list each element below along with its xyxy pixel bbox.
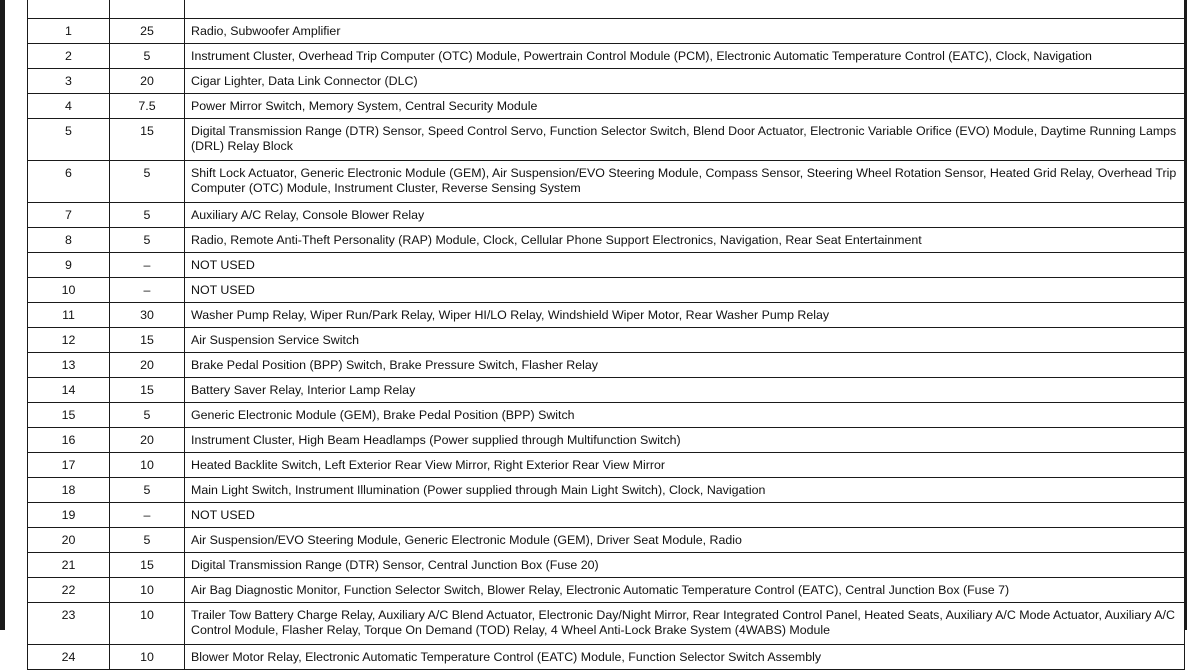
fuse-table-container [27, 0, 1184, 670]
table-row [28, 228, 1185, 253]
table-row [28, 44, 1185, 69]
table-row [28, 19, 1185, 44]
fuse-number [28, 0, 110, 19]
fuse-number: 18 [28, 478, 110, 503]
circuits-protected: Battery Saver Relay, Interior Lamp Relay [185, 378, 1185, 403]
amp-rating: 10 [110, 645, 185, 670]
amp-rating: 5 [110, 203, 185, 228]
fuse-number: 9 [28, 253, 110, 278]
table-row [28, 303, 1185, 328]
table-row [28, 278, 1185, 303]
fuse-number: 15 [28, 403, 110, 428]
circuits-protected: Heated Backlite Switch, Left Exterior Rear View Mirror, Right Exterior Rear View Mirror [185, 453, 1185, 478]
amp-rating: 10 [110, 453, 185, 478]
circuits-protected: Generic Electronic Module (GEM), Brake Pedal Position (BPP) Switch [185, 403, 1185, 428]
circuits-protected: Brake Pedal Position (BPP) Switch, Brake Pressure Switch, Flasher Relay [185, 353, 1185, 378]
amp-rating: 15 [110, 119, 185, 161]
fuse-number: 23 [28, 603, 110, 645]
table-row [28, 353, 1185, 378]
amp-rating: 5 [110, 403, 185, 428]
fuse-number: 10 [28, 278, 110, 303]
amp-rating: 15 [110, 328, 185, 353]
table-row [28, 119, 1185, 161]
fuse-number: 17 [28, 453, 110, 478]
amp-rating: 5 [110, 228, 185, 253]
circuits-protected: NOT USED [185, 503, 1185, 528]
circuits-protected [185, 0, 1185, 19]
fuse-number: 19 [28, 503, 110, 528]
fuse-number: 2 [28, 44, 110, 69]
circuits-protected: Air Bag Diagnostic Monitor, Function Selector Switch, Blower Relay, Electronic Automatic Temperature Control (EATC), Central Junction Box (Fuse 7) [185, 578, 1185, 603]
table-row [28, 328, 1185, 353]
table-row [28, 0, 1185, 19]
circuits-protected: Radio, Remote Anti-Theft Personality (RAP) Module, Clock, Cellular Phone Support Electronics, Navigation, Rear Seat Entertainment [185, 228, 1185, 253]
table-row [28, 69, 1185, 94]
table-row [28, 528, 1185, 553]
fuse-number: 20 [28, 528, 110, 553]
table-row [28, 403, 1185, 428]
fuse-number: 13 [28, 353, 110, 378]
table-row [28, 161, 1185, 203]
amp-rating: – [110, 278, 185, 303]
circuits-protected: Power Mirror Switch, Memory System, Central Security Module [185, 94, 1185, 119]
fuse-table [27, 0, 1185, 670]
fuse-number: 5 [28, 119, 110, 161]
table-row [28, 453, 1185, 478]
table-row [28, 578, 1185, 603]
table-row [28, 378, 1185, 403]
circuits-protected: NOT USED [185, 253, 1185, 278]
amp-rating: 5 [110, 161, 185, 203]
fuse-number: 6 [28, 161, 110, 203]
fuse-number: 21 [28, 553, 110, 578]
amp-rating: 5 [110, 478, 185, 503]
amp-rating: 25 [110, 19, 185, 44]
table-row [28, 553, 1185, 578]
amp-rating: 30 [110, 303, 185, 328]
amp-rating: 20 [110, 69, 185, 94]
fuse-number: 3 [28, 69, 110, 94]
circuits-protected: NOT USED [185, 278, 1185, 303]
fuse-number: 4 [28, 94, 110, 119]
circuits-protected: Instrument Cluster, Overhead Trip Computer (OTC) Module, Powertrain Control Module (PCM), Electronic Automatic Temperature Control (EATC), Clock, Navigation [185, 44, 1185, 69]
fuse-number: 12 [28, 328, 110, 353]
amp-rating: 5 [110, 44, 185, 69]
fuse-number: 1 [28, 19, 110, 44]
circuits-protected: Auxiliary A/C Relay, Console Blower Relay [185, 203, 1185, 228]
circuits-protected: Radio, Subwoofer Amplifier [185, 19, 1185, 44]
table-row [28, 645, 1185, 670]
circuits-protected: Digital Transmission Range (DTR) Sensor, Speed Control Servo, Function Selector Switch, Blend Door Actuator, Electronic Variable Orifice (EVO) Module, Daytime Running Lamps (DRL) Relay Block [185, 119, 1185, 161]
amp-rating: – [110, 503, 185, 528]
table-row [28, 94, 1185, 119]
amp-rating: 7.5 [110, 94, 185, 119]
circuits-protected: Washer Pump Relay, Wiper Run/Park Relay, Wiper HI/LO Relay, Windshield Wiper Motor, Rear Washer Pump Relay [185, 303, 1185, 328]
fuse-number: 8 [28, 228, 110, 253]
circuits-protected: Trailer Tow Battery Charge Relay, Auxiliary A/C Blend Actuator, Electronic Day/Night Mirror, Rear Integrated Control Panel, Heated Seats, Auxiliary A/C Mode Actuator, Auxiliary A/C Control Module, Flasher Relay, Torque On Demand (TOD) Relay, 4 Wheel Anti-Lock Brake System (4WABS) Module [185, 603, 1185, 645]
circuits-protected: Blower Motor Relay, Electronic Automatic Temperature Control (EATC) Module, Function Selector Switch Assembly [185, 645, 1185, 670]
amp-rating [110, 0, 185, 19]
table-row [28, 203, 1185, 228]
amp-rating: 15 [110, 378, 185, 403]
table-row [28, 478, 1185, 503]
circuits-protected: Instrument Cluster, High Beam Headlamps (Power supplied through Multifunction Switch) [185, 428, 1185, 453]
fuse-number: 24 [28, 645, 110, 670]
amp-rating: 10 [110, 603, 185, 645]
fuse-number: 11 [28, 303, 110, 328]
table-row [28, 253, 1185, 278]
circuits-protected: Main Light Switch, Instrument Illumination (Power supplied through Main Light Switch), Clock, Navigation [185, 478, 1185, 503]
fuse-number: 22 [28, 578, 110, 603]
amp-rating: 10 [110, 578, 185, 603]
circuits-protected: Cigar Lighter, Data Link Connector (DLC) [185, 69, 1185, 94]
amp-rating: 5 [110, 528, 185, 553]
left-border-bar [0, 0, 5, 630]
circuits-protected: Air Suspension Service Switch [185, 328, 1185, 353]
amp-rating: – [110, 253, 185, 278]
amp-rating: 20 [110, 353, 185, 378]
table-row [28, 428, 1185, 453]
right-border-bar [1184, 0, 1187, 630]
amp-rating: 20 [110, 428, 185, 453]
circuits-protected: Shift Lock Actuator, Generic Electronic Module (GEM), Air Suspension/EVO Steering Module, Compass Sensor, Steering Wheel Rotation Sensor, Heated Grid Relay, Overhead Trip Computer (OTC) Module, Instrument Cluster, Reverse Sensing System [185, 161, 1185, 203]
amp-rating: 15 [110, 553, 185, 578]
fuse-number: 7 [28, 203, 110, 228]
table-row [28, 503, 1185, 528]
fuse-number: 14 [28, 378, 110, 403]
table-row [28, 603, 1185, 645]
fuse-number: 16 [28, 428, 110, 453]
circuits-protected: Digital Transmission Range (DTR) Sensor, Central Junction Box (Fuse 20) [185, 553, 1185, 578]
circuits-protected: Air Suspension/EVO Steering Module, Generic Electronic Module (GEM), Driver Seat Module, Radio [185, 528, 1185, 553]
